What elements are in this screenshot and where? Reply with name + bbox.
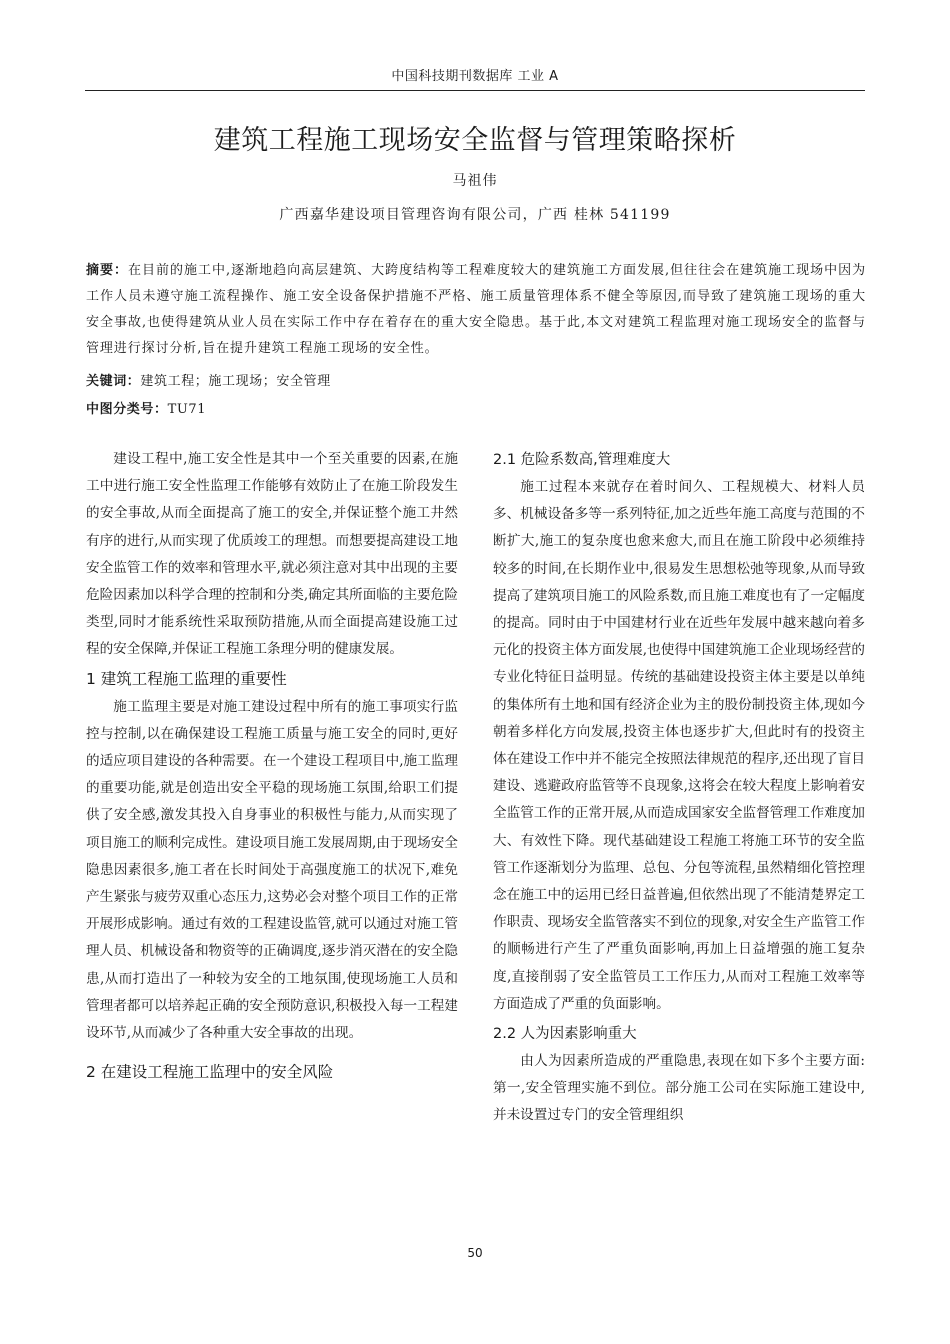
section-1-paragraph: 施工监理主要是对施工建设过程中所有的施工事项实行监控与控制,以在确保建设工程施工质量与施工安全的同时,更好的适应项目建设的各种需要。在一个建设工程项目中,施工监理的重要功能,就是创造出安全平稳的现场施工氛围,给职工们提供了安全感,激发其投入自身事业的积极性与能力,从而实现了项目施工的顺利完成性。建设项目施工发展周期,由于现场安全隐患因素很多,施工者在长时间处于高强度施工的状况下,难免产生紧张与疲劳双重心态压力,这势必会对整个项目工作的正常开展形成影响。通过有效的工程建设监管,就可以通过对施工管理人员、机械设备和物资等的正确调度,逐步消灭潜在的安全隐患,从而打造出了一种较为安全的工地氛围,使现场施工人员和管理者都可以培养起正确的安全预防意识,积极投入每一工程建设环节,从而减少了各种重大安全事故的出现。 [86, 698, 458, 1042]
abstract-text: 在目前的施工中,逐渐地趋向高层建筑、大跨度结构等工程难度较大的建筑施工方面发展,但往往会在建筑施工现场中因为工作人员未遵守施工流程操作、施工安全设备保护措施不严格、施工质量管理体系不健全等原因,而导致了建筑施工现场的重大安全事故,也使得建筑从业人员在实际工作中存在着存在的重大安全隐患。基于此,本文对建筑工程监理对施工现场安全的监督与管理进行探讨分析,旨在提升建筑工程施工现场的安全性。 [86, 263, 866, 356]
running-header: 中国科技期刊数据库 工业 A [85, 68, 865, 91]
intro-paragraph: 建设工程中,施工安全性是其中一个至关重要的因素,在施工中进行施工安全性监理工作能够有效防止了在施工阶段发生的安全事故,从而全面提高了施工的安全,并保证整个施工井然有序的进行,从而实现了优质竣工的理想。而想要提高建设工地安全监管工作的效率和管理水平,就必须注意对其中出现的主要危险因素加以科学合理的控制和分类,确定其所面临的主要危险类型,同时才能系统性采取预防措施,从而全面提高建设施工过程的安全保障,并保证工程施工条理分明的健康发展。 [86, 451, 458, 658]
subsection-2-2-paragraph: 由人为因素所造成的严重隐患,表现在如下多个主要方面:第一,安全管理实施不到位。部分施工公司在实际施工建设中,并未设置过专门的安全管理组织 [493, 1053, 865, 1124]
keywords-text: 建筑工程；施工现场；安全管理 [140, 374, 331, 389]
keywords-line [86, 370, 331, 389]
left-column [86, 446, 458, 1087]
subsection-2-1-heading: 2.1 危险系数高,管理难度大 [493, 452, 671, 468]
abstract-block [86, 258, 866, 362]
right-column [493, 446, 865, 1130]
section-2-heading: 2 在建设工程施工监理中的安全风险 [86, 1063, 334, 1082]
keywords-label: 关键词： [86, 374, 141, 389]
author-affiliation: 广西嘉华建设项目管理咨询有限公司，广西 桂林 541199 [279, 207, 671, 223]
classification-label: 中图分类号： [86, 402, 168, 417]
subsection-2-2-heading: 2.2 人为因素影响重大 [493, 1026, 637, 1043]
paper-title: 建筑工程施工现场安全监督与管理策略探析 [213, 125, 737, 156]
classification-code: TU71 [167, 402, 207, 417]
subsection-2-1-paragraph: 施工过程本来就存在着时间久、工程规模大、材料人员多、机械设备多等一系列特征,加之近些年施工高度与范围的不断扩大,施工的复杂度也愈来愈大,而且在施工阶段中必须维持较多的时间,在长期作业中,很易发生思想松弛等现象,从而导致提高了建筑项目施工的风险系数,而且施工难度也有了一定幅度的提高。同时由于中国建材行业在近些年发展中越来越向着多元化的投资主体方面发展,也使得中国建筑施工企业现场经营的专业化特征日益明显。传统的基础建设投资主体主要是以单纯的集体所有土地和国有经济企业为主的股份制投资主体,现如今朝着多样化方向发展,投资主体也逐步扩大,但此时有的投资主体在建设工作中并不能完全按照法律规范的程序,还出现了盲目建设、逃避政府监管等不良现象,这将会在较大程度上影响着安全监管工作的正常开展,从而造成国家安全监督管理工作难度加大、有效性下降。现代基础建设工程施工将施工环节的安全监管工作逐渐划分为监理、总包、分包等流程,虽然精细化管控理念在施工中的运用已经日益普遍,但依然出现了不能清楚界定工作职责、现场安全监管落实不到位的现象,对安全生产监管工作的顺畅进行产生了严重负面影响,再加上日益增强的施工复杂度,直接削弱了安全监管员工工作压力,从而对工程施工效率等方面造成了严重的负面影响。 [493, 479, 865, 1012]
author-name: 马祖伟 [452, 173, 498, 189]
abstract-label: 摘要： [86, 263, 128, 278]
section-1-heading: 1 建筑工程施工监理的重要性 [86, 669, 287, 688]
page-number: 50 [467, 1246, 483, 1260]
classification-line [86, 398, 206, 417]
